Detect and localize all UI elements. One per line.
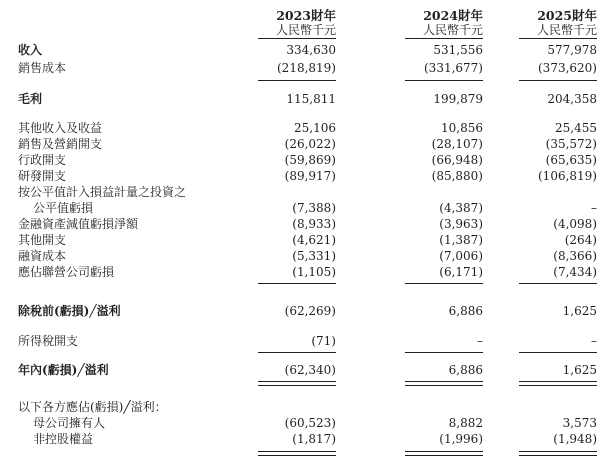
- value-2024: (331,677): [424, 61, 483, 75]
- col-header-unit-2023: 人民幣千元: [275, 23, 336, 37]
- row-other-income: [0, 120, 600, 136]
- row-label: 銷售及營銷開支: [18, 137, 103, 151]
- row-label: 融資成本: [18, 249, 67, 263]
- value-2024: (66,948): [431, 153, 483, 167]
- row-other-expenses: [0, 232, 600, 248]
- value-2025: (1,948): [553, 432, 597, 446]
- row-profit-before-tax: [0, 303, 600, 319]
- row-label: 母公司擁有人: [33, 416, 106, 430]
- row-cost-of-sales: [0, 60, 600, 76]
- total-double-rule: [258, 381, 336, 386]
- value-2025: (35,572): [545, 137, 597, 151]
- row-label: 銷售成本: [18, 61, 67, 75]
- col-header-year-2023: 2023財年: [276, 8, 336, 23]
- row-label: 所得稅開支: [18, 334, 79, 348]
- value-2024: 6,886: [448, 304, 483, 318]
- row-label: 其他開支: [18, 233, 67, 247]
- value-2025: (264): [564, 233, 597, 247]
- row-label: 公平值虧損: [33, 201, 94, 215]
- col-header-unit-2024: 人民幣千元: [422, 23, 483, 37]
- subtotal-rule: [519, 283, 597, 284]
- row-label: 收入: [18, 43, 43, 57]
- row-non-controlling-interests: [0, 431, 600, 447]
- row-rnd-expenses: [0, 168, 600, 184]
- subtotal-rule: [405, 283, 483, 284]
- value-2024: 8,882: [448, 416, 483, 430]
- value-2024: –: [477, 334, 483, 348]
- value-2025: (8,366): [553, 249, 597, 263]
- subtotal-rule: [519, 80, 597, 81]
- value-2023: 25,106: [294, 121, 336, 135]
- row-label: 金融資產減值虧損淨額: [18, 217, 139, 231]
- subtotal-rule: [258, 352, 336, 353]
- value-2025: (373,620): [538, 61, 597, 75]
- value-2024: (3,963): [439, 217, 483, 231]
- value-2024: 10,856: [441, 121, 483, 135]
- value-2025: 1,625: [562, 304, 597, 318]
- value-2023: (8,933): [292, 217, 336, 231]
- col-header-unit-2025: 人民幣千元: [536, 23, 597, 37]
- row-fvtpl-heading: [0, 184, 600, 200]
- row-label: 按公平值計入損益計量之投資之: [18, 185, 187, 199]
- value-2023: (62,340): [284, 363, 336, 377]
- header-rule: [405, 38, 483, 39]
- value-2023: (60,523): [284, 416, 336, 430]
- value-2023: (71): [311, 334, 336, 348]
- row-label: 研發開支: [18, 169, 67, 183]
- row-admin-expenses: [0, 152, 600, 168]
- row-attributable-heading: [0, 399, 600, 415]
- value-2025: (65,635): [545, 153, 597, 167]
- value-2024: (4,387): [439, 201, 483, 215]
- total-double-rule: [405, 451, 483, 456]
- value-2023: 334,630: [286, 43, 336, 57]
- row-label: 以下各方應佔(虧損)╱溢利：: [18, 400, 167, 414]
- row-label: 年內(虧損)╱溢利: [18, 363, 109, 377]
- total-double-rule: [258, 451, 336, 456]
- col-header-year-2025: 2025財年: [537, 8, 597, 23]
- header-rule: [519, 38, 597, 39]
- value-2023: (26,022): [284, 137, 336, 151]
- value-2023: (1,817): [292, 432, 336, 446]
- row-label: 其他收入及收益: [18, 121, 103, 135]
- value-2025: (4,098): [553, 217, 597, 231]
- value-2025: –: [591, 334, 597, 348]
- value-2023: (5,331): [292, 249, 336, 263]
- row-fair-value-loss: [0, 200, 600, 216]
- value-2025: 3,573: [562, 416, 597, 430]
- value-2024: (1,996): [439, 432, 483, 446]
- row-associate-losses: [0, 264, 600, 280]
- subtotal-rule: [258, 80, 336, 81]
- row-revenue: [0, 42, 600, 58]
- subtotal-rule: [258, 283, 336, 284]
- row-label: 非控股權益: [33, 432, 94, 446]
- value-2025: 1,625: [562, 363, 597, 377]
- row-profit-for-year: [0, 362, 600, 378]
- value-2023: (218,819): [277, 61, 336, 75]
- row-impairment-loss: [0, 216, 600, 232]
- value-2024: (7,006): [439, 249, 483, 263]
- value-2024: (28,107): [431, 137, 483, 151]
- total-double-rule: [519, 451, 597, 456]
- row-owners-of-parent: [0, 415, 600, 431]
- value-2024: (1,387): [439, 233, 483, 247]
- row-label: 行政開支: [18, 153, 67, 167]
- col-header-year-2024: 2024財年: [423, 8, 483, 23]
- value-2025: 204,358: [547, 92, 597, 106]
- value-2025: (7,434): [553, 265, 597, 279]
- row-label: 毛利: [18, 92, 43, 106]
- value-2024: 531,556: [433, 43, 483, 57]
- value-2023: (89,917): [284, 169, 336, 183]
- value-2023: (1,105): [292, 265, 336, 279]
- row-gross-profit: [0, 91, 600, 107]
- row-label: 除稅前(虧損)╱溢利: [18, 304, 121, 318]
- value-2025: (106,819): [538, 169, 597, 183]
- subtotal-rule: [405, 352, 483, 353]
- value-2025: 577,978: [547, 43, 597, 57]
- row-finance-costs: [0, 248, 600, 264]
- value-2024: (6,171): [439, 265, 483, 279]
- subtotal-rule: [519, 352, 597, 353]
- row-selling-expenses: [0, 136, 600, 152]
- value-2025: –: [591, 201, 597, 215]
- header-rule: [258, 38, 336, 39]
- value-2024: 199,879: [433, 92, 483, 106]
- row-label: 應佔聯營公司虧損: [18, 265, 115, 279]
- total-double-rule: [405, 381, 483, 386]
- value-2023: (59,869): [284, 153, 336, 167]
- subtotal-rule: [405, 80, 483, 81]
- value-2024: 6,886: [448, 363, 483, 377]
- value-2025: 25,455: [555, 121, 597, 135]
- row-income-tax: [0, 333, 600, 349]
- value-2023: 115,811: [286, 92, 336, 106]
- total-double-rule: [519, 381, 597, 386]
- value-2023: (62,269): [284, 304, 336, 318]
- value-2024: (85,880): [431, 169, 483, 183]
- value-2023: (4,621): [292, 233, 336, 247]
- value-2023: (7,388): [292, 201, 336, 215]
